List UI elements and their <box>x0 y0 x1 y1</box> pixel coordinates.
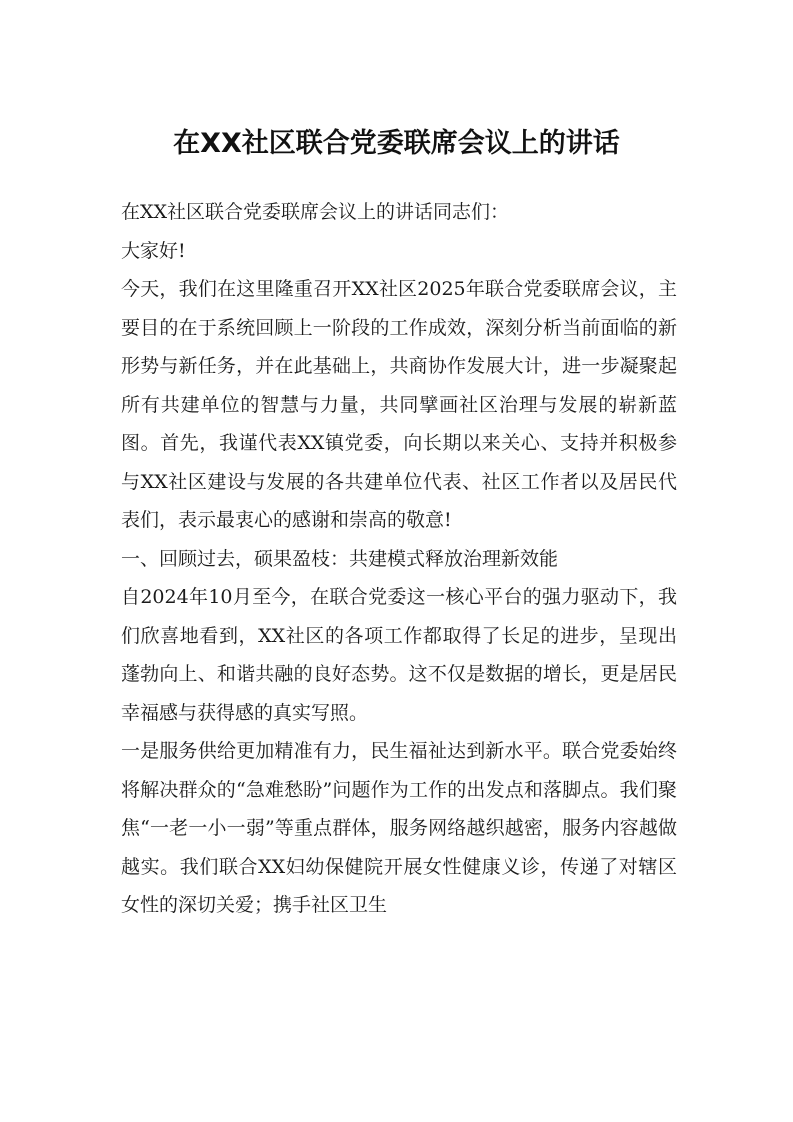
paragraph-greeting-line: 在XX社区联合党委联席会议上的讲话同志们： <box>121 201 510 223</box>
document-body <box>121 193 677 925</box>
paragraph-point-one: 一是服务供给更加精准有力，民生福祉达到新水平。联合党委始终将解决群众的“急难愁盼”问题作为工作的出发点和落脚点。我们聚焦“一老一小一弱”等重点群体，服务网络越织越密，服务内容越做越实。我们联合XX妇幼保健院开展女性健康义诊，传递了对辖区女性的深切关爱；携手社区卫生 <box>121 740 677 916</box>
paragraph-review: 自2024年10月至今，在联合党委这一核心平台的强力驱动下，我们欣喜地看到，XX社区的各项工作都取得了长足的进步，呈现出蓬勃向上、和谐共融的良好态势。这不仅是数据的增长，更是居民幸福感与获得感的真实写照。 <box>121 586 677 724</box>
document-title: 在XX社区联合党委联席会议上的讲话 <box>173 128 620 159</box>
paragraph-salutation: 大家好! <box>121 239 186 262</box>
section-heading: 一、回顾过去，硕果盈枝：共建模式释放治理新效能 <box>121 547 559 570</box>
paragraph-opening: 今天，我们在这里隆重召开XX社区2025年联合党委联席会议，主要目的在于系统回顾上一阶段的工作成效，深刻分析当前面临的新形势与新任务，并在此基础上，共商协作发展大计，进一步凝聚起所有共建单位的智慧与力量，共同擘画社区治理与发展的崭新蓝图。首先，我谨代表XX镇党委，向长期以来关心、支持并积极参与XX社区建设与发展的各共建单位代表、社区工作者以及居民代表们，表示最衷心的感谢和崇高的敬意! <box>121 278 677 531</box>
